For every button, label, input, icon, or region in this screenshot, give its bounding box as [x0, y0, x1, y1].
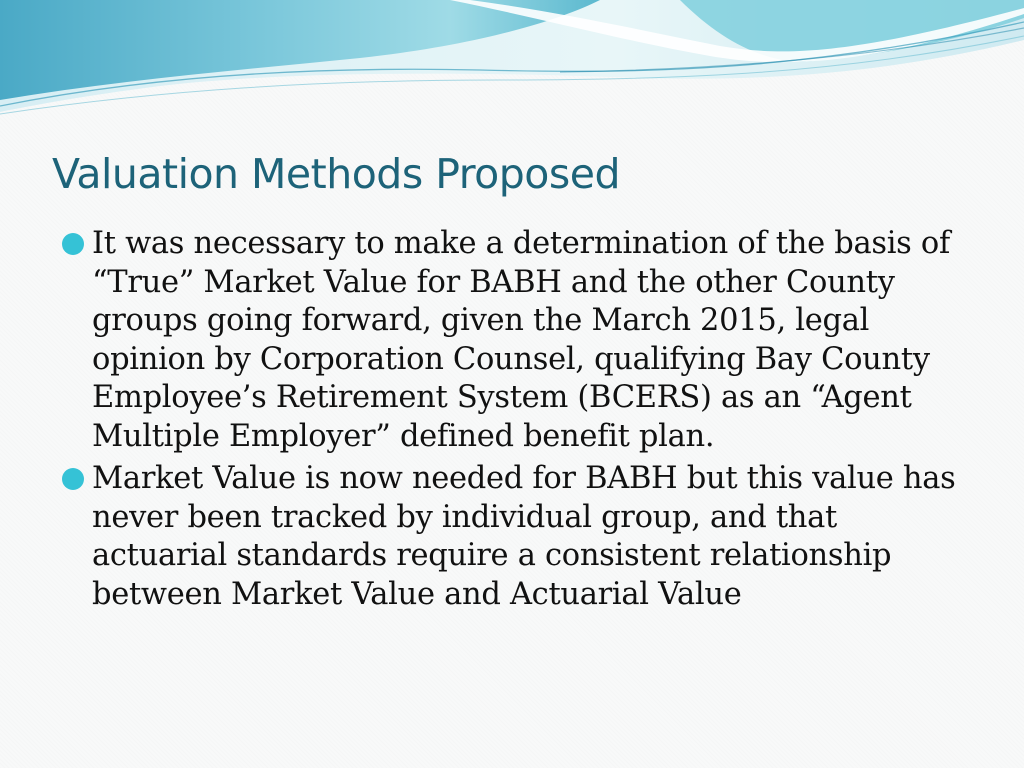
header-wave-decoration: [0, 0, 1024, 130]
slide-title: Valuation Methods Proposed: [52, 150, 620, 198]
bullet-dot-icon: [62, 468, 84, 490]
bullet-item-1: [62, 225, 962, 456]
bullet-dot-icon: [62, 233, 84, 255]
bullet-list: [62, 225, 962, 618]
bullet-text: Market Value is now needed for BABH but this value has never been tracked by individual group, and that actuarial standards require a consistent relationship between Market Value and Actuarial Value: [92, 461, 956, 612]
bullet-item-2: [62, 460, 962, 614]
bullet-text: It was necessary to make a determination of the basis of “True” Market Value for BABH and the other County groups going forward, given the March 2015, legal opinion by Corporation Counsel, qualifying Bay County Employee’s Retirement System (BCERS) as an “Agent Multiple Employer” defined benefit plan.: [92, 226, 950, 454]
